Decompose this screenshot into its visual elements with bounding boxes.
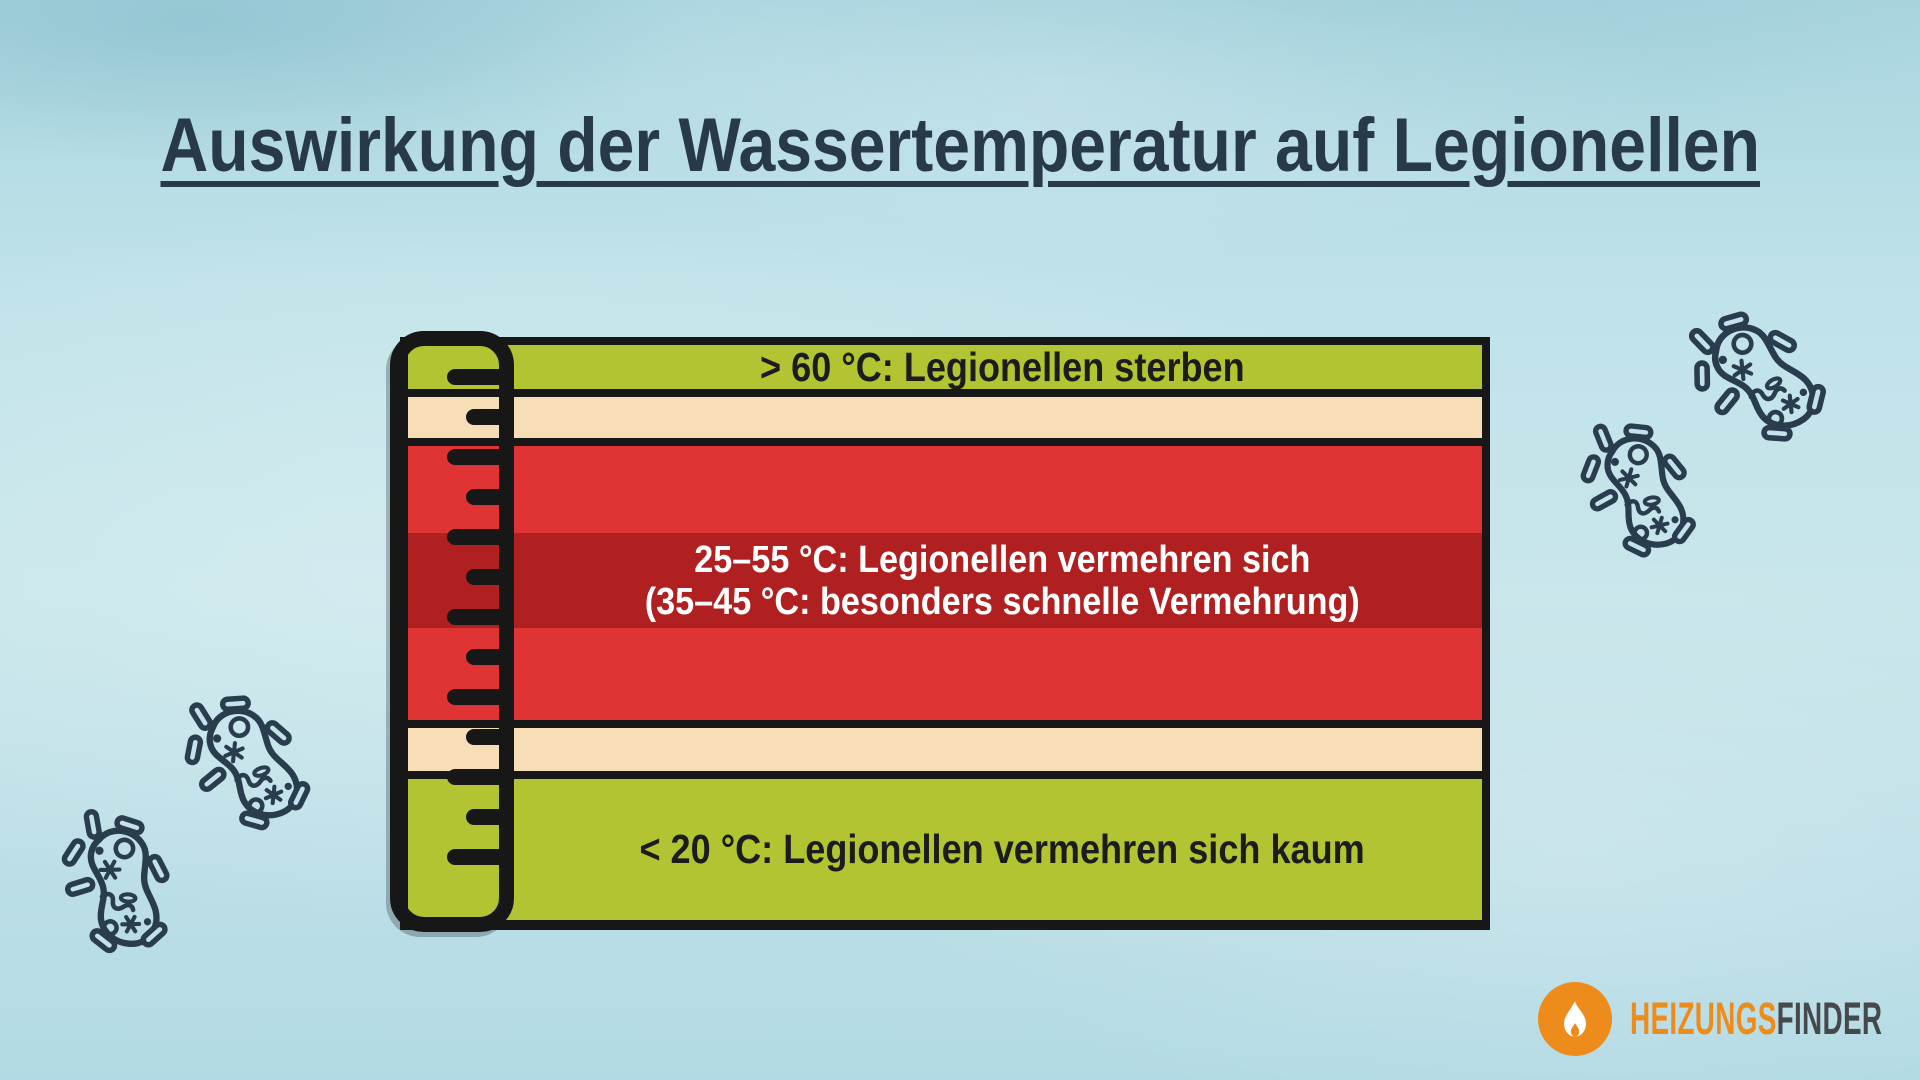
scale-tick [447,769,503,785]
scale-tick [466,809,503,825]
logo-wordmark-part2: FINDER [1776,993,1883,1044]
band-cream-upper [408,397,1482,438]
logo-wordmark [1630,993,1882,1045]
band-25-55-lower [408,628,1482,720]
scale-tick [447,609,503,625]
bacteria-icon [171,685,331,845]
logo-wordmark-part1: HEIZUNGS [1630,993,1777,1044]
band-divider [408,771,1482,779]
scale-tick [447,529,503,545]
temperature-chart [400,337,1490,930]
scale-tick [447,849,503,865]
band-below-20 [408,779,1482,920]
scale-tick [466,489,503,505]
band-35-45-highlight [408,533,1482,628]
band-cream-lower [408,728,1482,771]
band-above-60-label: > 60 °C: Legionellen sterben [759,343,1245,390]
bacteria-icon [1681,298,1844,461]
band-25-55-upper [408,446,1482,533]
band-above-60 [408,345,1482,389]
band-divider [408,720,1482,728]
page-title [0,104,1920,188]
scale-tick [466,649,503,665]
band-25-55-label: 25–55 °C: Legionellen vermehren sich [693,538,1311,581]
scale-tick [466,729,503,745]
flame-icon [1538,982,1612,1056]
scale-tick [447,449,503,465]
band-below-20-label: < 20 °C: Legionellen vermehren sich kaum [639,826,1365,872]
scale-tick [447,369,503,385]
scale-tick [466,409,503,425]
band-25-55 [408,446,1482,720]
band-35-45-label: (35–45 °C: besonders schnelle Vermehrung) [644,580,1360,623]
band-divider [408,438,1482,446]
scale-tick [447,689,503,705]
heizungsfinder-logo [1538,982,1920,1056]
scale-tick [466,569,503,585]
page-title-text: Auswirkung der Wassertemperatur auf Legionellen [160,103,1760,188]
